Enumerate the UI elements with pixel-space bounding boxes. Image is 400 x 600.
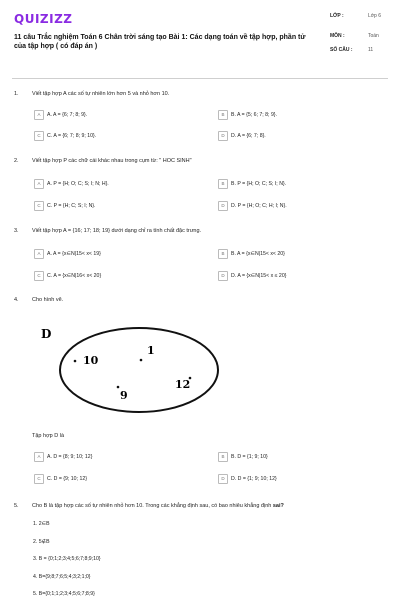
question-text: Viết tập hợp A = {16; 17; 18; 19} dưới dạng chỉ ra tính chất đặc trưng. <box>32 228 202 234</box>
element-label: 12 <box>175 378 191 391</box>
statement-5: 5. B={0;1;1;2;3;4;5;6;7;8;9} <box>33 591 95 597</box>
set-ellipse <box>60 328 218 412</box>
option-letter-box: A <box>34 179 44 189</box>
meta-subject <box>330 30 390 44</box>
meta-class-label: LỚP : <box>330 13 344 19</box>
option-letter-box: B <box>218 179 228 189</box>
option-text: B. A = {5; 6; 7; 8; 9}. <box>231 111 278 118</box>
option-text: A. P = {H; O; C; S; I; N; H}. <box>47 180 109 187</box>
option-letter-box: C <box>34 474 44 484</box>
option-letter-box: A <box>34 452 44 462</box>
question-number: 5. <box>14 503 19 509</box>
option-text: B. P = {H; O; C; S; I; N}. <box>231 180 287 187</box>
option-text: A. A = {6; 7; 8; 9}. <box>47 111 88 118</box>
quizizz-logo: QUIZIZZ <box>14 12 73 26</box>
question-4-subtext: Tập hợp D là <box>32 433 65 439</box>
question-text: Cho hình vẽ. <box>32 297 64 303</box>
question-text: Viết tập hợp A các số tự nhiên lớn hơn 5 và nhỏ hơn 10. <box>32 91 170 97</box>
page-title: 11 câu Trắc nghiệm Toán 6 Chân trời sáng tạo Bài 1: Các dạng toán về tập hợp, phần tử của tập hợp ( có đáp án ) <box>14 34 306 50</box>
meta-subject-value: Toán <box>368 33 379 39</box>
option-text: A. A = {x∈N|15< x< 19} <box>47 250 101 257</box>
option-text: C. A = {x∈N|16< x< 20} <box>47 272 102 279</box>
meta-subject-label: MÔN : <box>330 33 345 39</box>
question-number: 4. <box>14 297 19 303</box>
question-number: 1. <box>14 91 19 97</box>
option-text: C. P = {H; C; S; I; N}. <box>47 202 96 209</box>
option-letter-box: D <box>218 474 228 484</box>
option-text: D. A = {6; 7; 8}. <box>231 132 266 139</box>
element-dot <box>74 360 77 363</box>
venn-figure <box>30 318 230 418</box>
option-text: B. A = {x∈N|15< x< 20} <box>231 250 285 257</box>
option-letter-box: D <box>218 271 228 281</box>
question-text-emphasis: sai? <box>272 503 284 509</box>
header-divider <box>12 78 388 79</box>
option-letter-box: C <box>34 131 44 141</box>
option-text: B. D = {1; 9; 10} <box>231 453 268 460</box>
element-label: 9 <box>120 389 128 402</box>
option-letter-box: B <box>218 452 228 462</box>
question-text: Viết tập hợp P các chữ cái khác nhau trong cụm từ: " HOC SINH" <box>32 158 192 164</box>
quiz-meta <box>330 10 390 58</box>
option-letter-box: B <box>218 249 228 259</box>
statement-3: 3. B = {0;1;2;3;4;5;6;7;8;9;10} <box>33 556 101 562</box>
option-letter-box: D <box>218 201 228 211</box>
element-dot <box>117 386 120 389</box>
option-text: C. A = {6; 7; 8; 9; 10}. <box>47 132 97 139</box>
meta-count-value: 11 <box>368 47 374 53</box>
option-letter-box: C <box>34 201 44 211</box>
option-letter-box: D <box>218 131 228 141</box>
element-label: 10 <box>83 354 99 367</box>
option-text: D. D = {1; 9; 10; 12} <box>231 475 277 482</box>
option-text: A. D = {8; 9; 10; 12} <box>47 453 93 460</box>
option-letter-box: A <box>34 110 44 120</box>
meta-class <box>330 10 390 30</box>
element-dot <box>140 359 143 362</box>
set-label: D <box>41 327 52 341</box>
element-label: 1 <box>147 344 155 357</box>
option-text: C. D = {9; 10; 12} <box>47 475 87 482</box>
option-letter-box: A <box>34 249 44 259</box>
statement-1: 1. 2∈B <box>33 521 50 527</box>
question-number: 3. <box>14 228 19 234</box>
option-letter-box: C <box>34 271 44 281</box>
question-number: 2. <box>14 158 19 164</box>
option-letter-box: B <box>218 110 228 120</box>
meta-class-value: Lớp 6 <box>368 13 382 19</box>
question-text <box>32 503 362 509</box>
statement-4: 4. B={9;8;7;6;5;4;3;2;1;0} <box>33 574 91 580</box>
question-text-main: Cho B là tập hợp các số tự nhiên nhỏ hơn 10. Trong các khẳng định sau, có bao nhiêu khẳng định <box>32 503 272 509</box>
option-text: D. A = {x∈N|15< x ≤ 20} <box>231 272 287 279</box>
meta-count-label: SỐ CÂU : <box>330 47 353 53</box>
meta-count <box>330 44 390 58</box>
option-text: D. P = {H; O; C; H; I; N}. <box>231 202 287 209</box>
statement-2: 2. 5∉B <box>33 539 50 545</box>
